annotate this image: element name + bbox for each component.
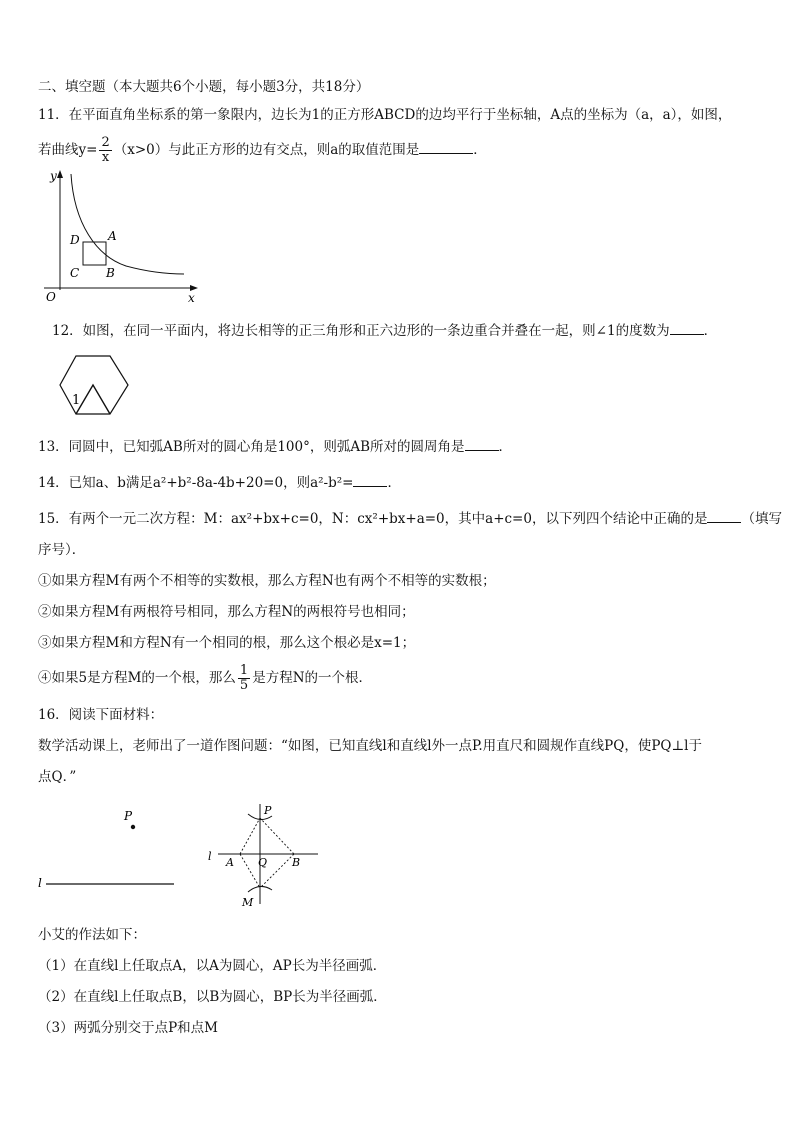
q15-opt4-fraction	[238, 664, 250, 693]
q12-end: ．	[703, 323, 718, 339]
q11-frac-num: 2	[101, 135, 110, 150]
fig16b-label-a: A	[226, 856, 234, 869]
point-p	[131, 825, 135, 829]
q11-answer-blank[interactable]	[419, 153, 473, 154]
q14-body: 14．已知a、b满足a²+b²-8a-4b+20=0，则a²-b²=	[38, 475, 354, 491]
q12-figure	[56, 352, 132, 422]
fig11-label-x: x	[188, 291, 195, 305]
fig11-label-d: D	[70, 233, 80, 247]
q11-line2	[38, 134, 487, 166]
q13-answer-blank[interactable]	[465, 450, 499, 451]
q15-opt4-pre: ④如果5是方程M的一个根，那么	[38, 670, 236, 686]
q11-figure	[36, 168, 206, 308]
q11-frac-den: x	[101, 150, 110, 165]
seg-bp	[260, 818, 294, 854]
fig11-label-o: O	[46, 290, 56, 304]
fig11-label-b: B	[106, 266, 115, 280]
fig16b-label-l: l	[208, 850, 212, 863]
q15-line2: 序号）．	[38, 542, 86, 558]
q12-answer-blank[interactable]	[670, 334, 704, 335]
q16-method-title: 小艾的作法如下：	[38, 927, 146, 943]
fig16b-label-m: M	[242, 896, 254, 909]
q16-figure-2	[204, 800, 324, 910]
q13-end: ．	[498, 439, 513, 455]
q16-line1: 16．阅读下面材料：	[38, 707, 164, 723]
q12-body: 12．如图，在同一平面内，将边长相等的正三角形和正六边形的一条边重合并叠在一起，则∠1的度数为	[52, 323, 670, 339]
q11-line2-pre: 若曲线y=	[38, 142, 98, 158]
q16-line2: 数学活动课上，老师出了一道作图问题：“如图，已知直线l和直线l外一点P.用直尺和圆规作直线PQ，使PQ⊥l于	[38, 738, 702, 754]
hyperbola-curve	[71, 174, 184, 274]
fig16b-label-q: Q	[258, 856, 268, 869]
triangle	[76, 385, 110, 414]
q14-end: ．	[387, 475, 401, 491]
q11-fraction	[99, 136, 111, 165]
q15-option-1: ①如果方程M有两个不相等的实数根，那么方程N也有两个不相等的实数根；	[38, 573, 496, 589]
q16-step-3: （3）两弧分别交于点P和点M	[38, 1020, 218, 1036]
q15-option-4	[38, 662, 372, 694]
hexagon	[60, 356, 128, 414]
seg-ap	[240, 818, 260, 854]
fig16a-label-l: l	[38, 876, 42, 890]
q15-line1	[38, 510, 782, 528]
q15-opt4-den: 5	[239, 678, 249, 693]
q15-option-2: ②如果方程M有两根符号相同，那么方程N的两根符号也相同；	[38, 604, 415, 620]
q11-line2-post: （x>0）与此正方形的边有交点，则a的取值范围是	[113, 142, 420, 158]
fig16b-label-b: B	[292, 856, 301, 869]
q13-body: 13．同圆中，已知弧AB所对的圆心角是100°，则弧AB所对的圆周角是	[38, 439, 465, 455]
fig11-label-a: A	[108, 229, 117, 243]
q14-text	[38, 474, 401, 492]
q15-opt4-num: 1	[239, 663, 249, 678]
angle-1-label: 1	[72, 393, 81, 408]
q16-figure-1	[36, 806, 186, 890]
fig11-label-y: y	[50, 169, 57, 183]
q14-answer-blank[interactable]	[353, 486, 387, 487]
fig11-label-c: C	[70, 266, 80, 280]
q15-option-3: ③如果方程M和方程N有一个相同的根，那么这个根必是x=1；	[38, 635, 416, 651]
q12-text	[52, 322, 717, 340]
q16-step-1: （1）在直线l上任取点A，以A为圆心，AP长为半径画弧．	[38, 958, 387, 974]
square-abcd	[83, 242, 106, 265]
q16-step-2: （2）在直线l上任取点B，以B为圆心，BP长为半径画弧．	[38, 989, 387, 1005]
q15-opt4-post: 是方程N的一个根．	[252, 670, 373, 686]
q15-answer-blank[interactable]	[707, 522, 741, 523]
q13-text	[38, 438, 512, 456]
q11-line1: 11．在平面直角坐标系的第一象限内，边长为1的正方形ABCD的边均平行于坐标轴，A点的坐标为（a，a），如图，	[38, 107, 732, 123]
section-header: 二、填空题（本大题共6个小题，每小题3分，共18分）	[38, 79, 370, 95]
y-axis-arrow	[57, 170, 63, 178]
q15-line1-end: （填写	[741, 511, 782, 527]
q11-line2-end: ．	[473, 142, 487, 158]
q15-line1-body: 15．有两个一元二次方程：M：ax²+bx+c=0，N：cx²+bx+a=0，其中a+c=0，以下列四个结论中正确的是	[38, 511, 708, 527]
q16-line3: 点Q．”	[38, 769, 77, 785]
fig16a-label-p: P	[124, 809, 133, 823]
seg-am	[240, 854, 260, 888]
fig16b-label-p: P	[264, 804, 272, 817]
